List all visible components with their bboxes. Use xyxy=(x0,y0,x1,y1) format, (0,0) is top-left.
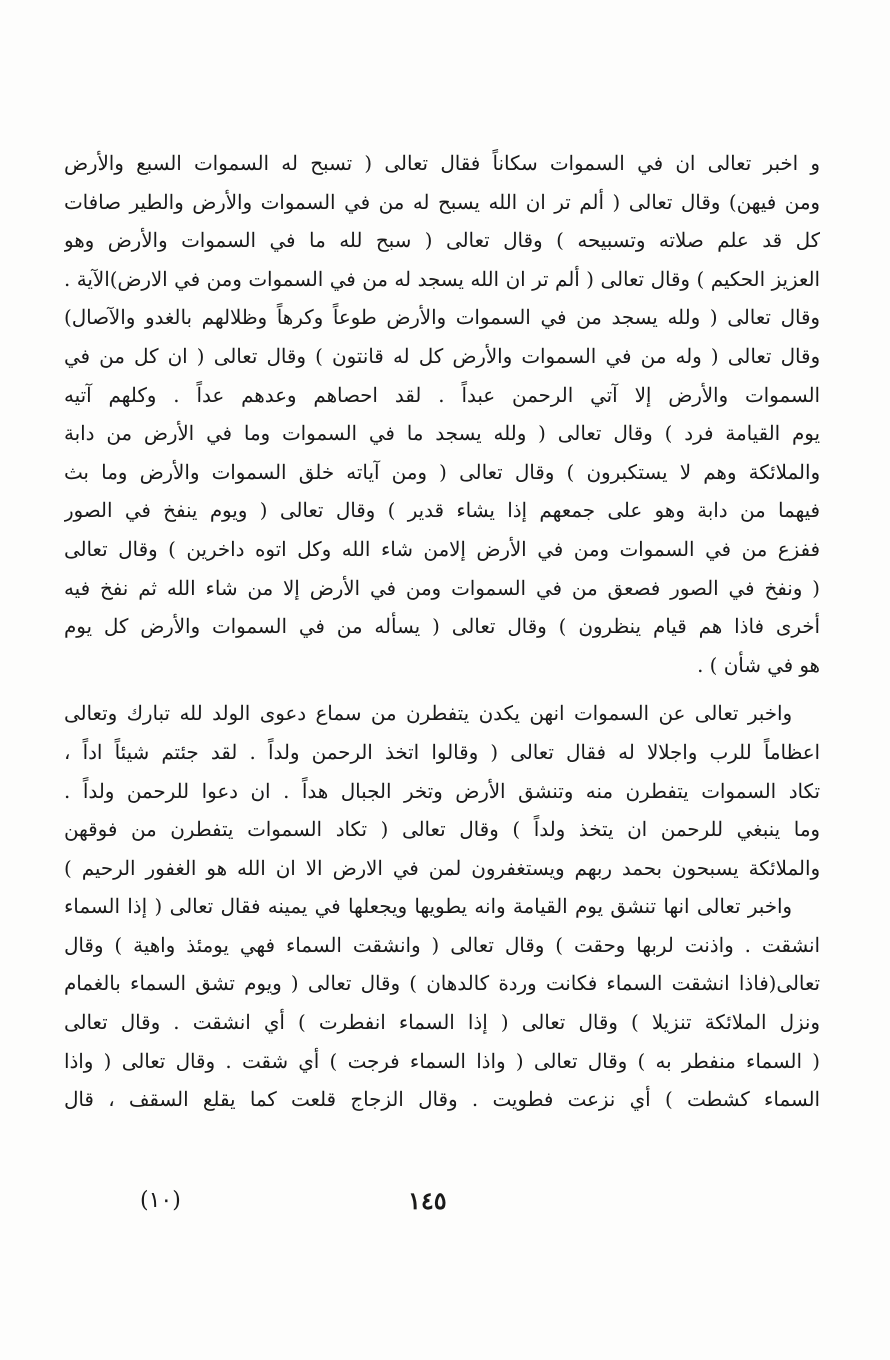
text-line: والملائكة وهم لا يستكبرون ) وقال تعالى ( ومن آياته خلق السموات والأرض وما بث xyxy=(64,460,820,484)
text-line: تعالى(فاذا انشقت السماء فكانت وردة كالدهان ) وقال تعالى ( ويوم تشق السماء بالغمام xyxy=(64,972,820,996)
page-footer xyxy=(0,1180,890,1228)
page-number: ١٤٥ xyxy=(408,1186,447,1215)
text-line: العزيز الحكيم ) وقال تعالى ( ألم تر ان الله يسجد له من في السموات ومن في الارض)الآية . xyxy=(64,267,820,291)
text-line: فيهما من دابة وهو على جمعهم إذا يشاء قدير ) وقال تعالى ( ويوم ينفخ في الصور xyxy=(64,499,820,523)
signature-mark: (١٠) xyxy=(140,1188,181,1213)
text-line: السماء كشطت ) أي نزعت فطويت . وقال الزجاج قلعت كما يقلع السقف ، قال xyxy=(64,1088,820,1112)
text-line: واخبر تعالى عن السموات انهن يكدن يتفطرن من سماع دعوى الولد لله تبارك وتعالى xyxy=(64,702,792,726)
text-line: السموات والأرض إلا آتي الرحمن عبداً . لقد احصاهم وعدهم عداً . وكلهم آتيه xyxy=(64,383,820,407)
text-line: ( السماء منفطر به ) وقال تعالى ( واذا السماء فرجت ) أي شقت . وقال تعالى ( واذا xyxy=(64,1049,820,1073)
text-line: وقال تعالى ( وله من في السموات والأرض كل له قانتون ) وقال تعالى ( ان كل من في xyxy=(64,344,820,368)
text-line: والملائكة يسبحون بحمد ربهم ويستغفرون لمن في الارض الا ان الله هو الغفور الرحيم ) xyxy=(64,856,820,880)
paragraph-gap xyxy=(64,685,820,695)
text-line: و اخبر تعالى ان في السموات سكاناً فقال تعالى ( تسبح له السموات السبع والأرض xyxy=(64,152,820,175)
text-line: ( ونفخ في الصور فصعق من في السموات ومن في الأرض إلا من شاء الله ثم نفخ فيه xyxy=(64,576,820,600)
text-line: كل قد علم صلاته وتسبيحه ) وقال تعالى ( سبح لله ما في السموات والأرض وهو xyxy=(64,229,820,253)
text-line: يوم القيامة فرد ) وقال تعالى ( ولله يسجد ما في السموات وما في الأرض من دابة xyxy=(64,422,820,446)
text-line: أخرى فاذا هم قيام ينظرون ) وقال تعالى ( يسأله من في السموات والأرض كل يوم xyxy=(64,615,820,639)
text-line: اعظاماً للرب واجلالا له فقال تعالى ( وقالوا اتخذ الرحمن ولداً . لقد جئتم شيئاً اداً ، xyxy=(64,740,820,764)
text-line: انشقت . واذنت لربها وحقت ) وقال تعالى ( وانشقت السماء فهي يومئذ واهية ) وقال xyxy=(64,933,820,957)
text-line: وما ينبغي للرحمن ان يتخذ ولداً ) وقال تعالى ( تكاد السموات يتفطرن من فوقهن xyxy=(64,818,820,842)
body-text xyxy=(64,145,820,1120)
text-line: ففزع من في السموات ومن في الأرض إلامن شاء الله وكل اتوه داخرين ) وقال تعالى xyxy=(64,537,820,561)
text-line: هو في شأن ) . xyxy=(697,653,820,677)
text-line: ونزل الملائكة تنزيلا ) وقال تعالى ( إذا السماء انفطرت ) أي انشقت . وقال تعالى xyxy=(64,1011,820,1035)
text-line: واخبر تعالى انها تنشق يوم القيامة وانه يطويها ويجعلها في يمينه فقال تعالى ( إذا السماء xyxy=(64,895,792,919)
text-line: ومن فيهن) وقال تعالى ( ألم تر ان الله يسبح له من في السموات والأرض والطير صافات xyxy=(64,190,820,214)
text-line: تكاد السموات يتفطرن منه وتنشق الأرض وتخر الجبال هداً . ان دعوا للرحمن ولداً . xyxy=(64,779,820,803)
text-line: وقال تعالى ( ولله يسجد من في السموات والأرض طوعاً وكرهاً وظلالهم بالغدو والآصال) xyxy=(64,306,820,330)
